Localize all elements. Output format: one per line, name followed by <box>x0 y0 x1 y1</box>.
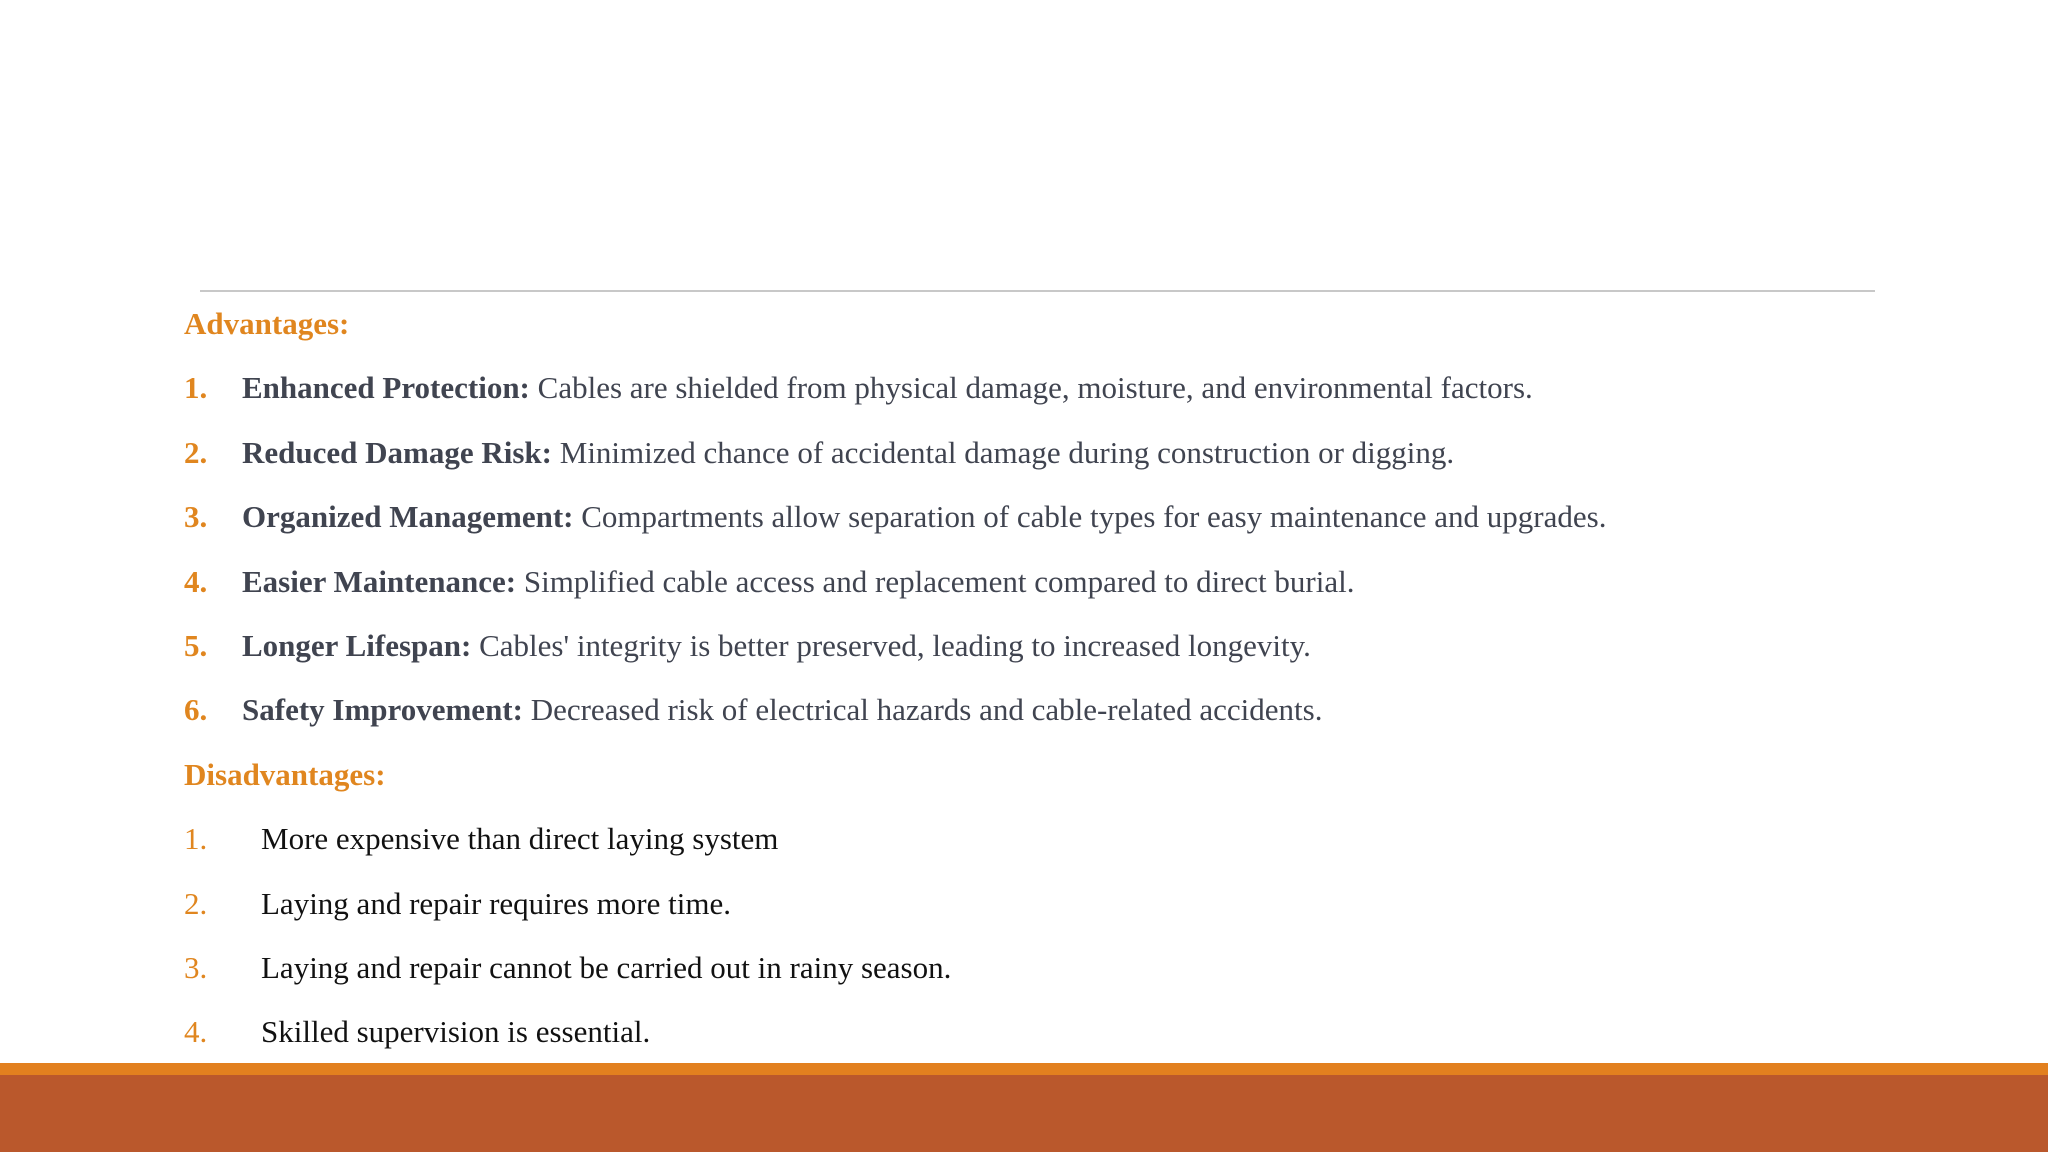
list-item-text: Skilled supervision is essential. <box>261 1014 651 1050</box>
list-number: 1. <box>184 821 208 857</box>
list-item-term: Organized Management: <box>242 499 574 535</box>
list-item-text: Laying and repair requires more time. <box>261 885 731 921</box>
list-item-text: Laying and repair cannot be carried out in rainy season. <box>261 949 952 985</box>
list-item <box>184 936 1934 1000</box>
list-item-term: Easier Maintenance: <box>242 563 517 599</box>
list-item-text <box>242 614 1311 678</box>
list-item-description: Decreased risk of electrical hazards and cable-related accidents. <box>530 692 1323 728</box>
list-item-term: Enhanced Protection: <box>242 370 530 406</box>
footer-band <box>0 1075 2048 1152</box>
list-item-term: Safety Improvement: <box>242 692 523 728</box>
list-item <box>184 678 1934 742</box>
list-number: 1. <box>184 370 208 406</box>
list-item <box>184 421 1934 485</box>
list-number: 6. <box>184 692 208 728</box>
list-item-term: Reduced Damage Risk: <box>242 434 552 470</box>
list-item <box>184 807 1934 871</box>
list-item-text <box>242 550 1354 614</box>
slide-content <box>184 292 1934 1065</box>
list-item <box>184 1000 1934 1064</box>
list-item <box>184 550 1934 614</box>
list-item-description: Compartments allow separation of cable types for easy maintenance and upgrades. <box>581 499 1607 535</box>
list-number: 2. <box>184 885 208 921</box>
list-number: 3. <box>184 499 208 535</box>
list-item <box>184 872 1934 936</box>
list-item-term: Longer Lifespan: <box>242 627 472 663</box>
list-number: 2. <box>184 434 208 470</box>
list-item <box>184 485 1934 549</box>
list-item-text <box>242 356 1533 420</box>
list-item-description: Simplified cable access and replacement compared to direct burial. <box>523 563 1355 599</box>
list-number: 3. <box>184 949 208 985</box>
list-item-text <box>242 485 1606 549</box>
list-item-text: More expensive than direct laying system <box>261 821 779 857</box>
list-item-text <box>242 421 1454 485</box>
footer-stripe <box>0 1063 2048 1075</box>
list-item-description: Cables' integrity is better preserved, leading to increased longevity. <box>479 627 1311 663</box>
advantages-heading: Advantages: <box>184 306 350 341</box>
list-item-description: Minimized chance of accidental damage during construction or digging. <box>559 434 1455 470</box>
list-item <box>184 614 1934 678</box>
list-item <box>184 356 1934 420</box>
list-item-text <box>242 678 1322 742</box>
list-item-description: Cables are shielded from physical damage, moisture, and environmental factors. <box>537 370 1533 406</box>
disadvantages-heading: Disadvantages: <box>184 756 386 792</box>
list-number: 5. <box>184 627 208 663</box>
list-number: 4. <box>184 1014 208 1050</box>
list-number: 4. <box>184 563 208 599</box>
